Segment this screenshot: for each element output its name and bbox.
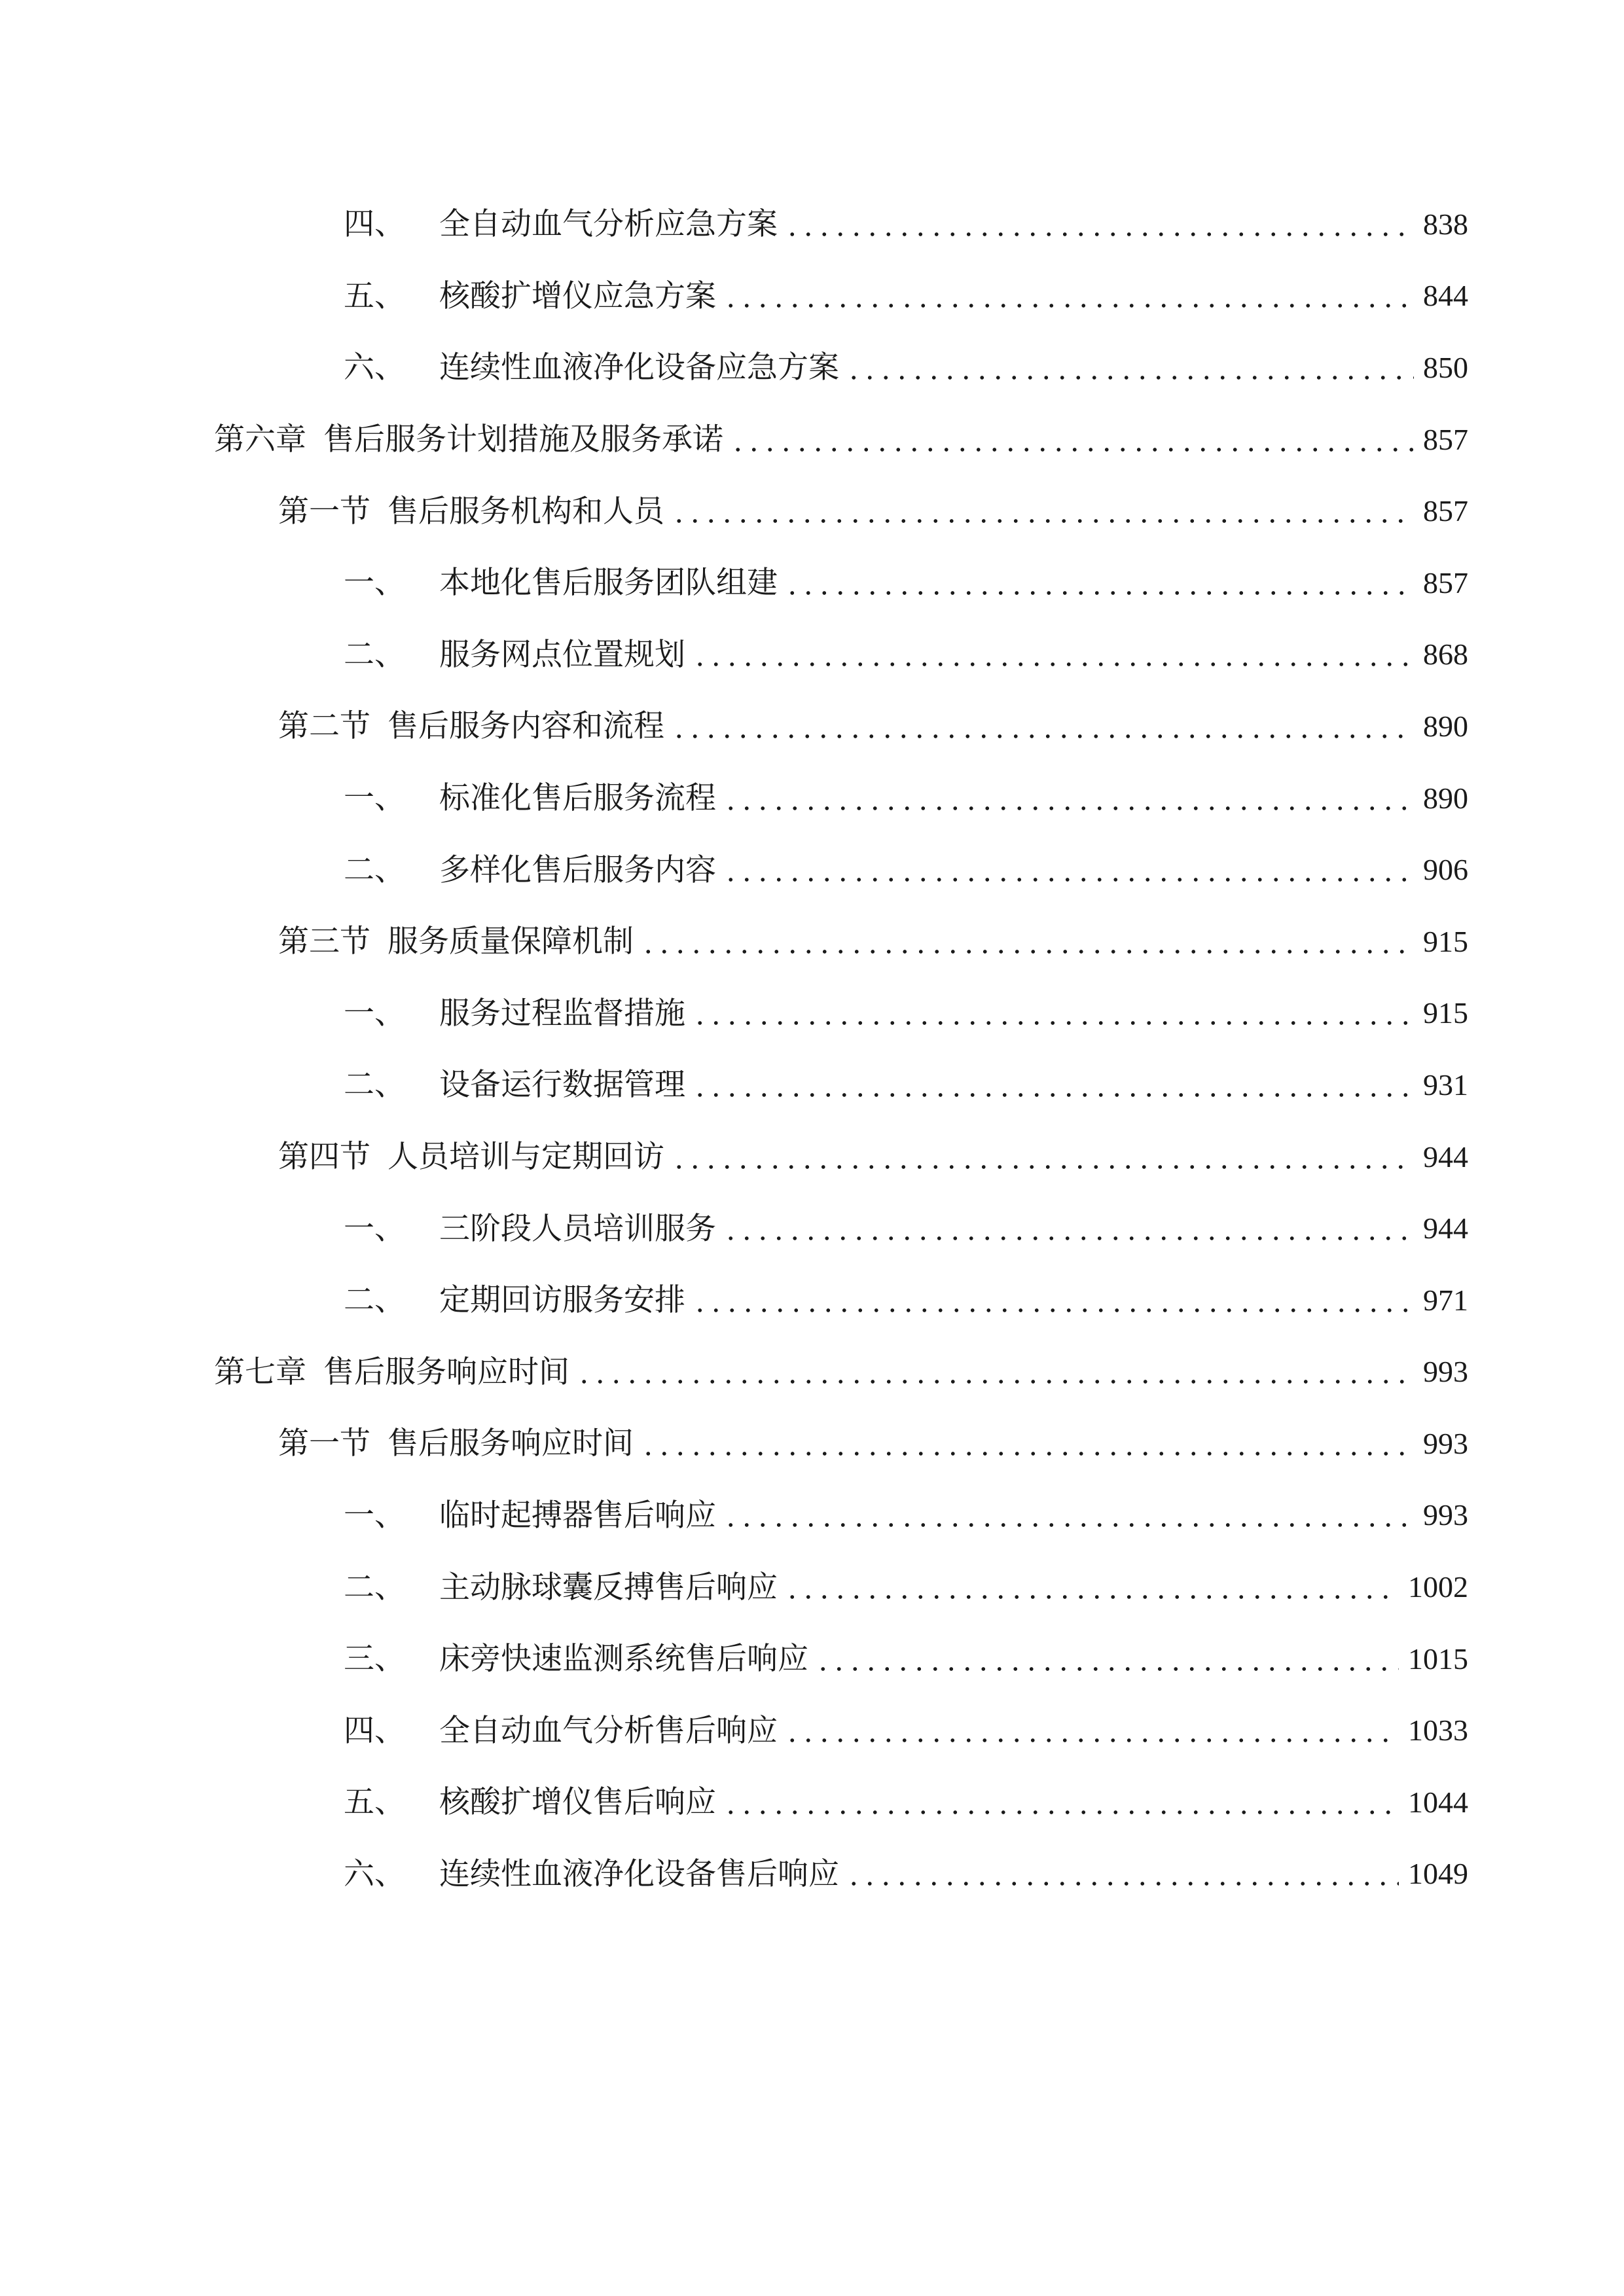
toc-page-number: 850	[1423, 350, 1468, 384]
dot-leader	[723, 1787, 1399, 1818]
dot-leader	[815, 1643, 1399, 1675]
toc-page-number: 890	[1423, 709, 1468, 743]
toc-entry-number: 第四节	[278, 1139, 370, 1175]
toc-entry[interactable]	[0, 1265, 1624, 1336]
dot-leader	[576, 1356, 1414, 1388]
toc-entry-number: 一、	[344, 1497, 405, 1534]
toc-entry-title: 全自动血气分析售后响应	[439, 1712, 778, 1749]
toc-page-number: 915	[1423, 996, 1468, 1030]
toc-entry[interactable]	[0, 547, 1624, 619]
toc-entry[interactable]	[0, 1193, 1624, 1265]
toc-entry-number: 二、	[344, 1067, 405, 1103]
toc-entry-title: 连续性血液净化设备应急方案	[439, 350, 839, 386]
toc-entry[interactable]	[0, 332, 1624, 404]
toc-entry[interactable]	[0, 1839, 1624, 1910]
toc-entry-title: 售后服务响应时间	[388, 1426, 634, 1462]
dot-leader	[671, 1141, 1414, 1173]
toc-entry[interactable]	[0, 1049, 1624, 1121]
table-of-contents	[0, 188, 1624, 1910]
toc-entry-title: 服务质量保障机制	[388, 924, 634, 960]
toc-entry[interactable]	[0, 619, 1624, 691]
toc-entry[interactable]	[0, 1551, 1624, 1623]
toc-entry-number: 五、	[344, 1784, 405, 1821]
toc-entry-number: 第一节	[278, 493, 370, 529]
toc-entry-number: 二、	[344, 636, 405, 673]
toc-page-number: 993	[1423, 1426, 1468, 1460]
dot-leader	[723, 280, 1414, 312]
dot-leader	[784, 1571, 1399, 1603]
toc-entry-title: 全自动血气分析应急方案	[439, 206, 778, 243]
toc-entry-title: 核酸扩增仪售后响应	[439, 1784, 716, 1821]
toc-entry-title: 服务网点位置规划	[439, 636, 685, 673]
dot-leader	[671, 711, 1414, 742]
dot-leader	[671, 495, 1414, 527]
toc-entry-title: 核酸扩增仪应急方案	[439, 278, 716, 314]
dot-leader	[692, 1069, 1414, 1101]
toc-entry-title: 床旁快速监测系统售后响应	[439, 1641, 808, 1677]
toc-entry[interactable]	[0, 906, 1624, 978]
toc-entry[interactable]	[0, 260, 1624, 332]
toc-entry[interactable]	[0, 188, 1624, 260]
toc-page-number: 1015	[1408, 1641, 1468, 1676]
toc-entry-number: 四、	[344, 206, 405, 243]
toc-entry[interactable]	[0, 1623, 1624, 1695]
toc-page-number: 944	[1423, 1139, 1468, 1174]
toc-page-number: 857	[1423, 565, 1468, 600]
toc-entry-title: 定期回访服务安排	[439, 1282, 685, 1319]
toc-entry-title: 售后服务内容和流程	[388, 708, 664, 745]
toc-entry-number: 第一节	[278, 1426, 370, 1462]
toc-entry-title: 售后服务响应时间	[323, 1354, 569, 1390]
toc-entry-title: 人员培训与定期回访	[388, 1139, 664, 1175]
toc-entry-title: 标准化售后服务流程	[439, 780, 716, 817]
toc-entry[interactable]	[0, 834, 1624, 906]
toc-page-number: 931	[1423, 1067, 1468, 1102]
toc-entry-number: 第七章	[214, 1354, 306, 1390]
toc-entry-number: 五、	[344, 278, 405, 314]
toc-page-number: 1033	[1408, 1713, 1468, 1748]
toc-page-number: 844	[1423, 279, 1468, 313]
dot-leader	[784, 1715, 1399, 1746]
toc-entry-number: 第六章	[214, 422, 306, 458]
toc-page-number: 906	[1423, 853, 1468, 887]
toc-entry[interactable]	[0, 1695, 1624, 1767]
toc-page-number: 944	[1423, 1211, 1468, 1246]
toc-page-number: 915	[1423, 924, 1468, 958]
toc-entry-number: 四、	[344, 1712, 405, 1749]
toc-entry[interactable]	[0, 1121, 1624, 1193]
dot-leader	[730, 424, 1414, 456]
toc-page-number: 1049	[1408, 1857, 1468, 1891]
toc-page-number: 857	[1423, 422, 1468, 456]
toc-entry-number: 一、	[344, 1210, 405, 1247]
toc-page-number: 1044	[1408, 1785, 1468, 1819]
dot-leader	[692, 1285, 1414, 1316]
toc-entry[interactable]	[0, 404, 1624, 476]
dot-leader	[723, 1499, 1414, 1531]
dot-leader	[784, 567, 1414, 599]
toc-page-number: 993	[1423, 1498, 1468, 1532]
toc-entry[interactable]	[0, 1767, 1624, 1839]
toc-entry-number: 一、	[344, 780, 405, 817]
toc-page-number: 890	[1423, 781, 1468, 815]
toc-entry[interactable]	[0, 1336, 1624, 1408]
dot-leader	[640, 926, 1414, 958]
toc-entry[interactable]	[0, 978, 1624, 1050]
dot-leader	[784, 209, 1414, 240]
toc-entry-title: 临时起搏器售后响应	[439, 1497, 716, 1534]
toc-page-number: 857	[1423, 494, 1468, 528]
toc-entry[interactable]	[0, 691, 1624, 762]
dot-leader	[723, 783, 1414, 814]
toc-entry-title: 售后服务计划措施及服务承诺	[323, 422, 723, 458]
toc-entry-number: 第三节	[278, 924, 370, 960]
dot-leader	[640, 1428, 1414, 1460]
dot-leader	[846, 1858, 1399, 1890]
toc-entry-title: 三阶段人员培训服务	[439, 1210, 716, 1247]
toc-entry[interactable]	[0, 1480, 1624, 1552]
toc-entry[interactable]	[0, 475, 1624, 547]
dot-leader	[846, 352, 1414, 384]
toc-entry-number: 二、	[344, 1569, 405, 1605]
toc-entry-title: 连续性血液净化设备售后响应	[439, 1856, 839, 1892]
toc-entry-number: 第二节	[278, 708, 370, 745]
toc-entry-number: 一、	[344, 565, 405, 601]
toc-entry-title: 售后服务机构和人员	[388, 493, 664, 529]
toc-page-number: 838	[1423, 207, 1468, 241]
dot-leader	[692, 639, 1414, 670]
dot-leader	[692, 997, 1414, 1029]
toc-entry[interactable]	[0, 762, 1624, 834]
dot-leader	[723, 1213, 1414, 1244]
toc-entry-title: 多样化售后服务内容	[439, 852, 716, 888]
toc-page-number: 993	[1423, 1355, 1468, 1389]
toc-entry-title: 设备运行数据管理	[439, 1067, 685, 1103]
toc-page-number: 868	[1423, 637, 1468, 672]
toc-page-number: 1002	[1408, 1570, 1468, 1604]
dot-leader	[723, 854, 1414, 886]
toc-entry[interactable]	[0, 1408, 1624, 1480]
toc-entry-number: 一、	[344, 995, 405, 1031]
toc-entry-number: 二、	[344, 1282, 405, 1319]
toc-page-number: 971	[1423, 1283, 1468, 1317]
toc-entry-number: 三、	[344, 1641, 405, 1677]
toc-entry-number: 六、	[344, 1856, 405, 1892]
toc-entry-title: 服务过程监督措施	[439, 995, 685, 1031]
toc-entry-number: 二、	[344, 852, 405, 888]
toc-entry-title: 本地化售后服务团队组建	[439, 565, 778, 601]
toc-entry-title: 主动脉球囊反搏售后响应	[439, 1569, 778, 1605]
toc-entry-number: 六、	[344, 350, 405, 386]
